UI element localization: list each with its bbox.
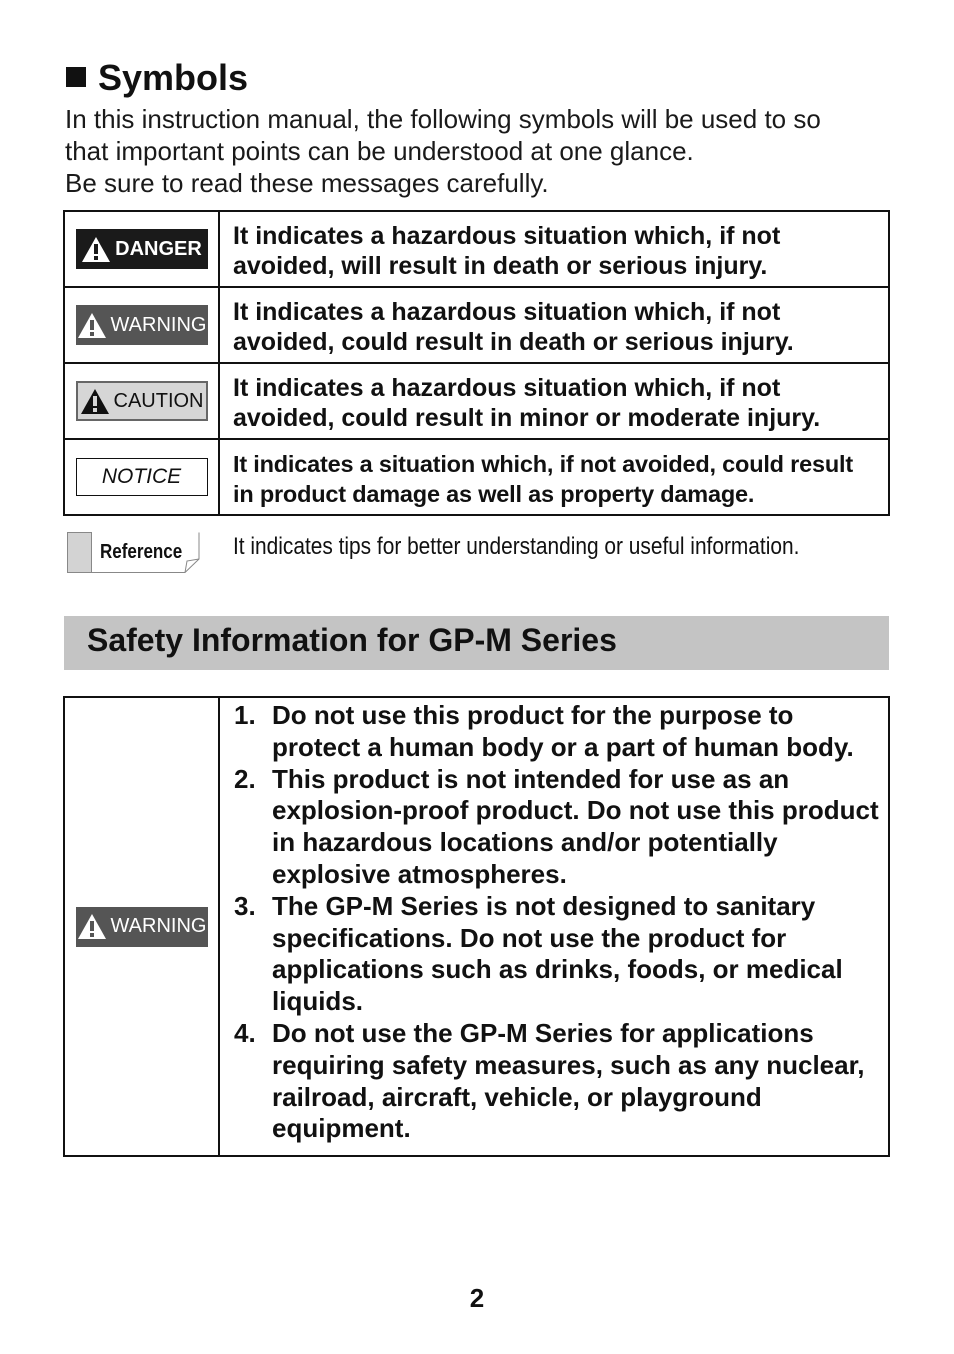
list-item [234, 700, 880, 764]
symbol-cell [64, 697, 219, 1156]
list-item [234, 1018, 880, 1145]
intro-text [65, 103, 905, 199]
intro-line-3: Be sure to read these messages carefully. [65, 168, 549, 198]
reference-description: It indicates tips for better understanding or useful information. [233, 533, 800, 560]
warning-label: WARNING [110, 313, 207, 336]
page-number: 2 [469, 1283, 485, 1313]
symbols-table [63, 210, 890, 516]
square-bullet-icon [66, 67, 86, 87]
reference-badge [67, 532, 201, 574]
notice-description: It indicates a situation which, if not avoided, could result in product damage as well as property damage. [219, 439, 889, 515]
warning-triangle-icon [77, 312, 107, 339]
symbol-cell [64, 287, 219, 363]
table-row [64, 211, 889, 287]
danger-badge [76, 229, 208, 269]
caution-description: It indicates a hazardous situation which, if not avoided, could result in minor or moderate injury. [219, 363, 889, 439]
reference-label: Reference [100, 541, 183, 563]
warning-triangle-icon [80, 388, 110, 415]
notice-badge [76, 458, 208, 496]
caution-label: CAUTION [113, 389, 204, 412]
item-text: This product is not intended for use as an explosion-proof product. Do not use this product in hazardous locations and/or potentially explosive atmospheres. [272, 763, 879, 889]
warning-triangle-icon [81, 236, 111, 263]
item-text: The GP-M Series is not designed to sanitary specifications. Do not use the product for applications such as drinks, foods, or medical liquids. [272, 890, 843, 1017]
safety-list [234, 700, 880, 1145]
item-number: 1. [234, 700, 256, 730]
safety-items-cell [219, 697, 889, 1156]
symbol-cell [64, 439, 219, 515]
symbol-cell [64, 211, 219, 287]
intro-line-1: In this instruction manual, the following symbols will be used to so [65, 104, 821, 134]
warning-label: WARNING [110, 915, 207, 937]
table-row [64, 439, 889, 515]
safety-table [63, 696, 890, 1157]
table-row [64, 363, 889, 439]
warning-description: It indicates a hazardous situation which, if not avoided, could result in death or serious injury. [219, 287, 889, 363]
table-row [64, 287, 889, 363]
danger-label: DANGER [115, 237, 202, 260]
item-text: Do not use the GP-M Series for applications requiring safety measures, such as any nuclear, railroad, aircraft, vehicle, or playground equipment. [272, 1017, 865, 1144]
section-heading-text: Symbols [98, 57, 249, 98]
item-text: Do not use this product for the purpose to protect a human body or a part of human body. [272, 700, 854, 762]
symbol-cell [64, 363, 219, 439]
warning-badge [76, 305, 208, 345]
danger-description: It indicates a hazardous situation which, if not avoided, will result in death or serious injury. [219, 211, 889, 287]
list-item [234, 764, 880, 891]
warning-triangle-icon [77, 913, 107, 940]
list-item [234, 891, 880, 1018]
warning-badge [76, 907, 208, 947]
item-number: 2. [234, 763, 256, 794]
item-number: 3. [234, 890, 256, 921]
item-number: 4. [234, 1017, 256, 1048]
notice-label: NOTICE [101, 465, 182, 488]
table-row [64, 697, 889, 1156]
section-heading-symbols [66, 56, 248, 100]
caution-badge [76, 381, 208, 421]
intro-line-2: that important points can be understood at one glance. [65, 136, 694, 166]
safety-section-title: Safety Information for GP-M Series [64, 616, 889, 670]
